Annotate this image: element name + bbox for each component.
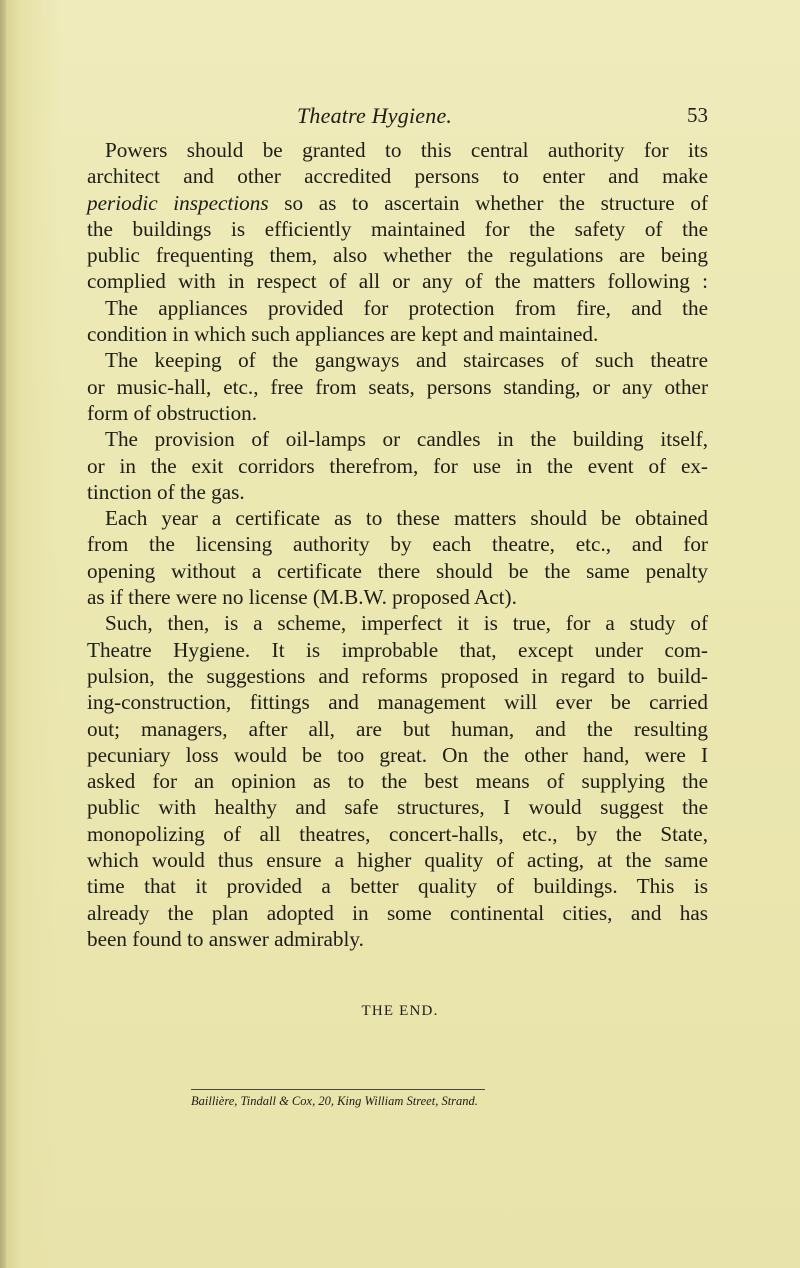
line-text: the buildings is efficiently maintained for the safety of the bbox=[87, 216, 708, 241]
text-line bbox=[87, 821, 708, 847]
line-text: from the licensing authority by each theatre, etc., and for bbox=[87, 532, 708, 557]
line-text: The keeping of the gangways and staircases of such theatre bbox=[105, 348, 708, 373]
line-text: opening without a certificate there should be the same penalty bbox=[87, 558, 708, 583]
text-line bbox=[87, 716, 708, 742]
line-text: complied with in respect of all or any of the matters following : bbox=[87, 269, 708, 294]
page-number: 53 bbox=[687, 103, 708, 127]
text-line bbox=[87, 794, 708, 820]
text-line bbox=[87, 242, 708, 268]
line-text: or music-hall, etc., free from seats, persons standing, or any other bbox=[87, 374, 708, 399]
italic-phrase: periodic inspections bbox=[87, 190, 269, 215]
text-line bbox=[87, 584, 708, 610]
text-line bbox=[87, 268, 708, 294]
text-line bbox=[87, 531, 708, 557]
text-line bbox=[87, 847, 708, 873]
text-line bbox=[87, 742, 708, 768]
line-text: public frequenting them, also whether the regulations are being bbox=[87, 243, 708, 268]
line-text: ing-construction, fittings and management will ever be carried bbox=[87, 690, 708, 715]
text-line bbox=[87, 689, 708, 715]
body-text bbox=[87, 137, 708, 952]
line-text: so as to ascertain whether the structure of bbox=[268, 190, 708, 215]
text-line bbox=[87, 400, 708, 426]
line-text: form of obstruction. bbox=[87, 400, 258, 425]
line-text: Powers should be granted to this central authority for its bbox=[105, 138, 708, 162]
line-text: architect and other accredited persons to enter and make bbox=[87, 164, 708, 189]
text-line bbox=[87, 190, 708, 216]
text-line bbox=[87, 479, 708, 505]
line-text: or in the exit corridors therefrom, for use in the event of ex- bbox=[87, 453, 708, 478]
text-line bbox=[87, 663, 708, 689]
line-text: out; managers, after all, are but human, and the resulting bbox=[87, 716, 708, 741]
text-line bbox=[87, 347, 708, 373]
imprint-rule bbox=[191, 1089, 485, 1090]
line-text: as if there were no license (M.B.W. proposed Act). bbox=[87, 585, 517, 610]
line-text: which would thus ensure a higher quality of acting, at the same bbox=[87, 848, 708, 873]
line-text: been found to answer admirably. bbox=[87, 926, 364, 951]
line-text: condition in which such appliances are kept and maintained. bbox=[87, 322, 599, 347]
text-line bbox=[87, 137, 708, 163]
text-line bbox=[87, 637, 708, 663]
text-line bbox=[87, 768, 708, 794]
line-text: Theatre Hygiene. It is improbable that, except under com- bbox=[87, 637, 708, 662]
text-line bbox=[87, 321, 708, 347]
line-text: The provision of oil-lamps or candles in the building itself, bbox=[105, 427, 708, 452]
line-text: pulsion, the suggestions and reforms proposed in regard to build- bbox=[87, 663, 708, 688]
line-text: Such, then, is a scheme, imperfect it is true, for a study of bbox=[105, 611, 708, 636]
line-text: asked for an opinion as to the best means of supplying the bbox=[87, 769, 708, 794]
text-line bbox=[87, 216, 708, 242]
text-line bbox=[87, 873, 708, 899]
text-line bbox=[87, 295, 708, 321]
running-head bbox=[87, 103, 708, 133]
running-title: Theatre Hygiene. bbox=[297, 103, 453, 128]
text-line bbox=[87, 505, 708, 531]
page-binding-edge bbox=[0, 0, 6, 1268]
line-text: monopolizing of all theatres, concert-halls, etc., by the State, bbox=[87, 821, 708, 846]
text-line bbox=[87, 426, 708, 452]
text-line bbox=[87, 374, 708, 400]
line-text: Each year a certificate as to these matters should be obtained bbox=[105, 506, 708, 531]
line-text: time that it provided a better quality of buildings. This is bbox=[87, 874, 708, 899]
text-line bbox=[87, 926, 708, 952]
line-text: pecuniary loss would be too great. On the other hand, were I bbox=[87, 742, 708, 767]
publisher-imprint: Baillière, Tindall & Cox, 20, King William Street, Strand. bbox=[191, 1094, 478, 1108]
line-text: tinction of the gas. bbox=[87, 479, 245, 504]
text-line bbox=[87, 453, 708, 479]
line-text: The appliances provided for protection from fire, and the bbox=[105, 295, 708, 320]
line-text: already the plan adopted in some continental cities, and has bbox=[87, 900, 708, 925]
text-line bbox=[87, 163, 708, 189]
the-end-label: THE END. bbox=[361, 1003, 439, 1019]
text-line bbox=[87, 558, 708, 584]
line-text: public with healthy and safe structures, I would suggest the bbox=[87, 795, 708, 820]
text-line bbox=[87, 900, 708, 926]
text-line bbox=[87, 610, 708, 636]
